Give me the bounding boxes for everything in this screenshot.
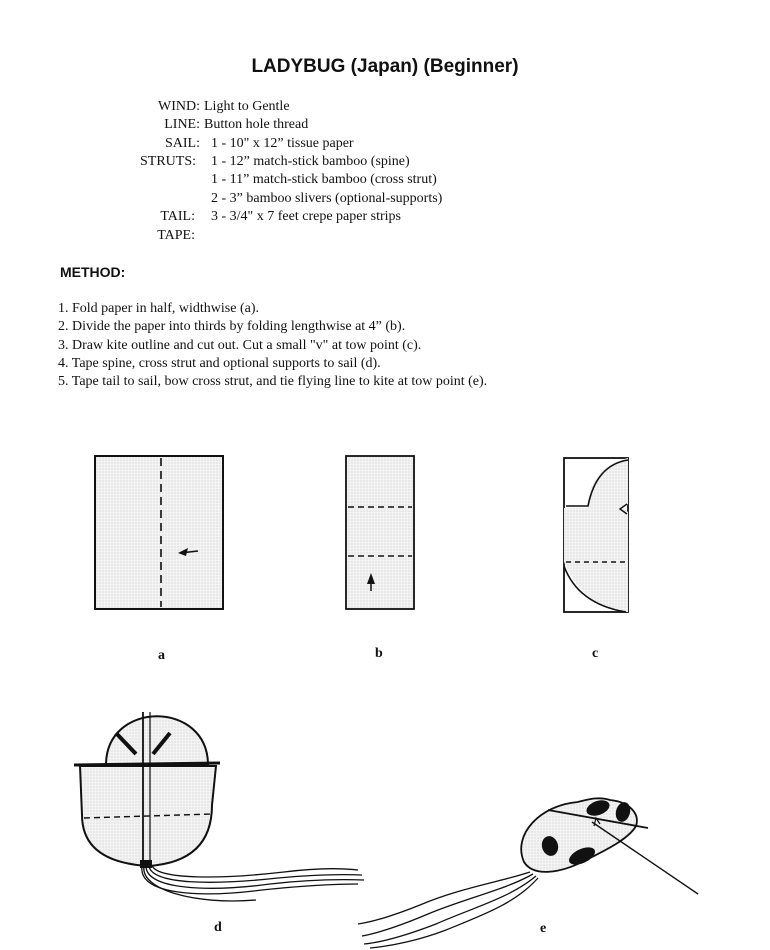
figure-caption-d: d: [214, 920, 222, 935]
step-3: 3. Draw kite outline and cut out. Cut a small "v" at tow point (c).: [58, 337, 422, 353]
figure-caption-a: a: [158, 648, 165, 663]
spec-value-struts-3: 2 - 3” bamboo slivers (optional-supports): [211, 191, 443, 206]
step-1: 1. Fold paper in half, widthwise (a).: [58, 301, 260, 316]
spec-value-tail: 3 - 3/4" x 7 feet crepe paper strips: [211, 209, 401, 224]
figure-caption-e: e: [540, 921, 547, 936]
figure-d-assembled-kite: [74, 712, 364, 901]
figure-caption-c: c: [592, 646, 599, 661]
spec-label-tail: TAIL:: [160, 209, 195, 224]
step-2: 2. Divide the paper into thirds by folding lengthwise at 4” (b).: [58, 319, 406, 335]
figure-a-folded-paper: [95, 456, 223, 609]
spec-label-tape: TAPE:: [157, 228, 195, 243]
figure-b-thirds-fold: [346, 456, 414, 609]
step-4: 4. Tape spine, cross strut and optional supports to sail (d).: [58, 355, 381, 371]
figure-c-kite-outline: [564, 458, 628, 612]
spec-label-wind: WIND:: [158, 99, 200, 114]
figure-e-flying-kite: [358, 797, 698, 948]
spec-label-struts: STRUTS:: [139, 154, 196, 169]
tail-streamers-icon: [142, 866, 364, 901]
spec-label-sail: SAIL:: [165, 136, 200, 151]
spec-value-line: Button hole thread: [204, 117, 309, 132]
page-title: LADYBUG (Japan) (Beginner): [251, 56, 519, 77]
spec-value-wind: Light to Gentle: [204, 99, 290, 114]
tail-streamers-icon: [358, 872, 538, 948]
step-5: 5. Tape tail to sail, bow cross strut, and tie flying line to kite at tow point (e).: [58, 374, 488, 390]
spec-label-line: LINE:: [164, 117, 200, 132]
figure-caption-b: b: [375, 646, 383, 661]
spec-value-sail: 1 - 10" x 12” tissue paper: [211, 136, 354, 151]
spec-value-struts-2: 1 - 11” match-stick bamboo (cross strut): [211, 172, 437, 187]
method-heading: METHOD:: [60, 264, 126, 280]
spec-value-struts-1: 1 - 12” match-stick bamboo (spine): [211, 154, 410, 169]
